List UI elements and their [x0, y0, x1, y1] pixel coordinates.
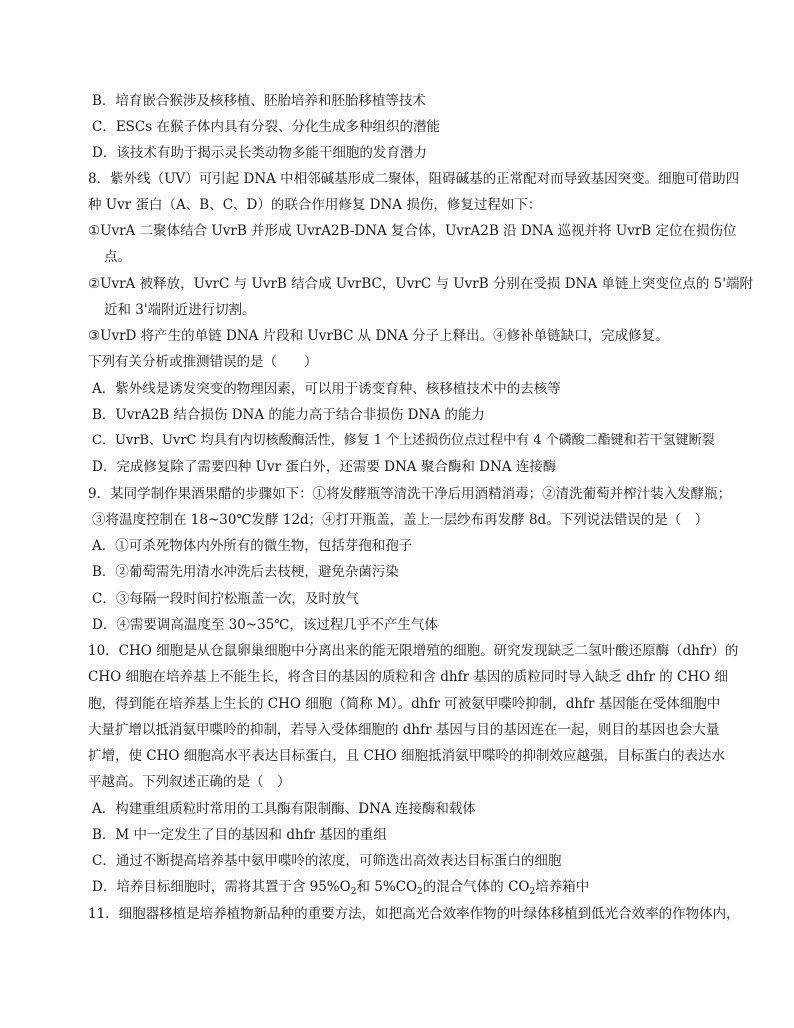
q7-option-b: B．培育嵌合猴涉及核移植、胚胎培养和胚胎移植等技术 [92, 93, 426, 109]
q7-option-d: D．该技术有助于揭示灵长类动物多能干细胞的发育潜力 [92, 145, 427, 161]
q9-option-d: D．④需要调高温度至 30~35℃，该过程几乎不产生气体 [92, 617, 438, 633]
subscript-2: 2 [417, 887, 423, 897]
q10-option-b: B．M 中一定发生了目的基因和 dhfr 基因的重组 [92, 827, 387, 843]
q8-option-c: C．UvrB、UvrC 均具有内切核酸酶活性，修复 1 个上述损伤位点过程中有 4 个磷酸二酯键和若干氢键断裂 [92, 433, 715, 448]
q8-option-b: B．UvrA2B 结合损伤 DNA 的能力高于结合非损伤 DNA 的能力 [92, 407, 485, 423]
q8-stem-line-2: 种 Uvr 蛋白（A、B、C、D）的联合作用修复 DNA 损伤，修复过程如下： [88, 197, 542, 213]
q10-stem-line-2: CHO 细胞在培养基上不能生长，将含目的基因的质粒和含 dhfr 基因的质粒同时导入缺乏 dhfr 的 CHO 细 [88, 669, 728, 685]
q10-stem-line-5: 扩增，使 CHO 细胞高水平表达目标蛋白，且 CHO 细胞抵消氨甲喋呤的抑制效应越强，目标蛋白的表达水 [88, 748, 726, 764]
q10-option-d-part-4: 培养箱中 [535, 879, 590, 895]
q10-option-a: A．构建重组质粒时常用的工具酶有限制酶、DNA 连接酶和载体 [92, 801, 476, 817]
q10-stem-line-4: 大量扩增以抵消氨甲喋呤的抑制，若导入受体细胞的 dhfr 基因与目的基因连在一起，则目的基因也会大量 [88, 722, 720, 738]
q8-option-d: D．完成修复除了需要四种 Uvr 蛋白外，还需要 DNA 聚合酶和 DNA 连接酶 [92, 459, 557, 475]
q9-stem-line-1: 9．某同学制作果酒果醋的步骤如下：①将发酵瓶等清洗干净后用酒精消毒；②清洗葡萄并榨汁装入发酵瓶； [88, 486, 732, 502]
q10-option-d-part-1: D．培养目标细胞时，需将其置于含 95%O [92, 879, 351, 895]
subscript-2: 2 [350, 887, 357, 897]
q8-step-1-line-1: ①UvrA 二聚体结合 UvrB 并形成 UvrA2B-DNA 复合体，UvrA2B 沿 DNA 巡视并将 UvrB 定位在损伤位 [88, 223, 737, 239]
q10-option-d [92, 878, 589, 901]
q9-option-a: A．①可杀死物体内外所有的微生物，包括芽孢和孢子 [92, 538, 413, 554]
q10-stem-line-3: 胞，得到能在培养基上生长的 CHO 细胞（简称 M）。dhfr 可被氨甲喋呤抑制，dhfr 基因能在受体细胞中 [88, 696, 721, 712]
q9-stem-line-2: ③将温度控制在 18~30℃发酵 12d；④打开瓶盖，盖上一层纱布再发酵 8d。下列说法错误的是（ ） [92, 512, 709, 528]
q11-stem-line-1: 11．细胞器移植是培养植物新品种的重要方法，如把高光合效率作物的叶绿体移植到低光合效率的作物体内， [88, 906, 740, 922]
q10-option-d-part-3: 的混合气体的 CO [422, 879, 530, 895]
q10-stem-line-6: 平越高。下列叙述正确的是（ ） [88, 774, 291, 790]
q10-option-d-part-2: 和 5%CO [356, 879, 418, 895]
q9-option-c: C．③每隔一段时间拧松瓶盖一次，及时放气 [92, 591, 359, 607]
q8-question: 下列有关分析或推测错误的是（ ） [88, 354, 318, 370]
q8-step-2-line-2: 近和 3'端附近进行切割。 [104, 302, 256, 318]
q8-step-2-line-1: ②UvrA 被释放，UvrC 与 UvrB 结合成 UvrBC，UvrC 与 UvrB 分别在受损 DNA 单链上突变位点的 5'端附 [88, 276, 753, 292]
q10-stem-line-1: 10．CHO 细胞是从仓鼠卵巢细胞中分离出来的能无限增殖的细胞。研究发现缺乏二氢叶酸还原酶（dhfr）的 [88, 643, 739, 659]
q10-option-c: C．通过不断提高培养基中氨甲喋呤的浓度，可筛选出高效表达目标蛋白的细胞 [92, 853, 562, 869]
subscript-2: 2 [529, 887, 536, 897]
q8-option-a: A．紫外线是诱发突变的物理因素，可以用于诱变育种、核移植技术中的去核等 [92, 381, 561, 397]
q8-stem-line-1: 8．紫外线（UV）可引起 DNA 中相邻碱基形成二聚体，阻碍碱基的正常配对而导致基因突变。细胞可借助四 [88, 171, 740, 187]
q9-option-b: B．②葡萄需先用清水冲洗后去枝梗，避免杂菌污染 [92, 564, 399, 580]
q8-step-3: ③UvrD 将产生的单链 DNA 片段和 UvrBC 从 DNA 分子上释出。④修补单链缺口，完成修复。 [88, 328, 669, 344]
q7-option-c: C．ESCs 在猴子体内具有分裂、分化生成多种组织的潜能 [92, 119, 440, 135]
q8-step-1-line-2: 点。 [104, 249, 131, 265]
